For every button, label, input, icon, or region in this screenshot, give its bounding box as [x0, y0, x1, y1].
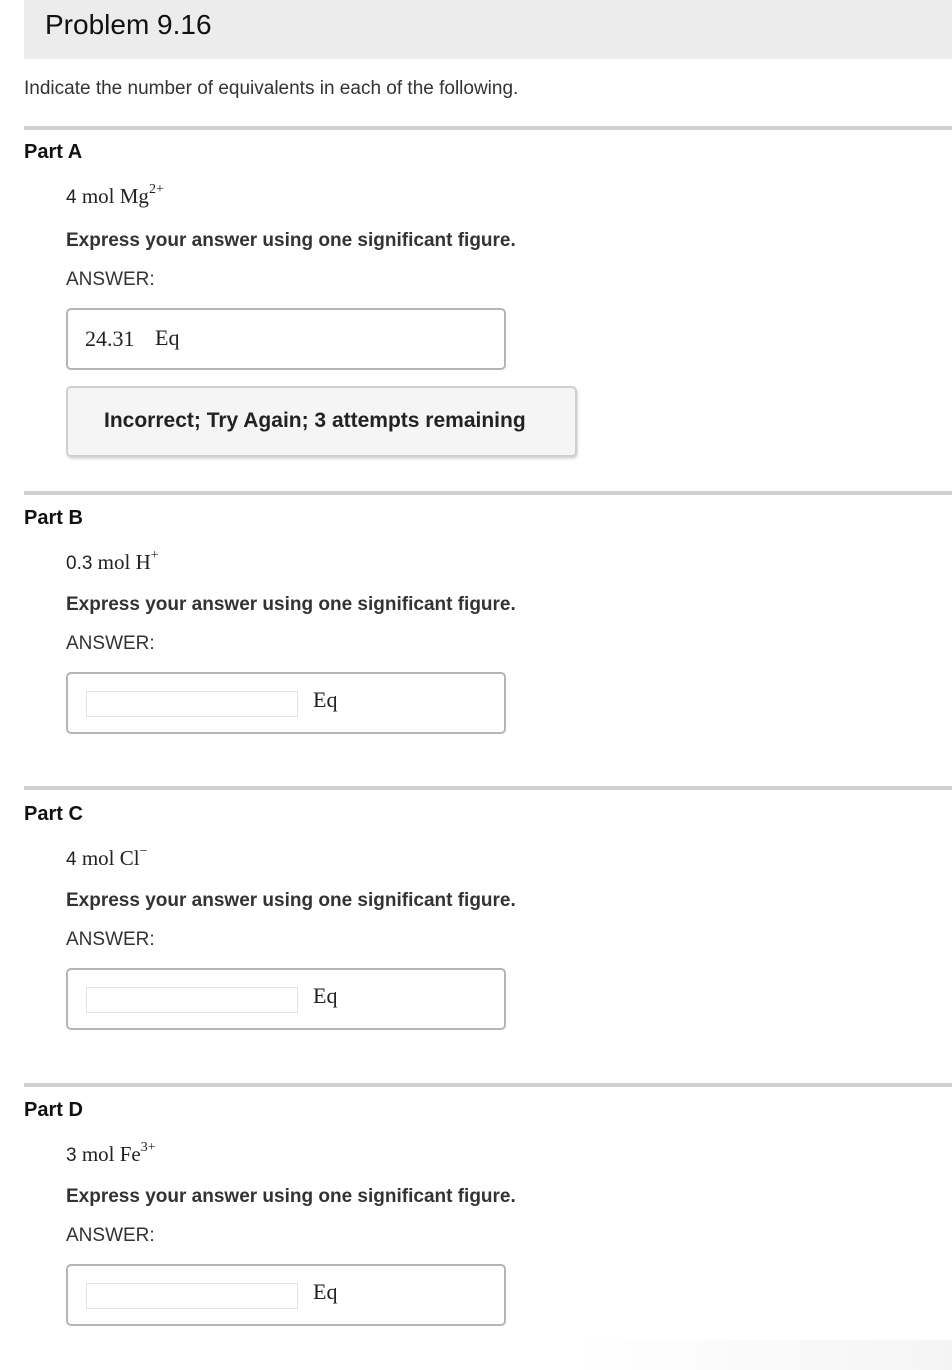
part-c-answer-unit: Eq [313, 983, 338, 1008]
part-a-title: Part A [24, 141, 83, 163]
part-a-species: Mg [119, 184, 149, 208]
part-c-question [66, 846, 148, 871]
part-a-unit: mol [81, 184, 115, 208]
part-a-feedback-text: Incorrect; Try Again; 3 attempts remaining [104, 409, 526, 432]
part-c-answer-box [66, 968, 506, 1030]
part-a-answer-value[interactable]: 24.31 [85, 326, 135, 351]
part-c-amount: 4 [66, 849, 77, 870]
part-a-answer-label: ANSWER: [66, 269, 155, 290]
part-c-instruction: Express your answer using one significant figure. [66, 890, 516, 911]
part-d-answer-unit: Eq [313, 1279, 338, 1304]
part-b-amount: 0.3 [66, 553, 93, 574]
part-d-title: Part D [24, 1099, 83, 1121]
part-d-question [66, 1142, 156, 1167]
part-a-answer-box[interactable] [66, 308, 506, 370]
part-b-title: Part B [24, 507, 83, 529]
part-d-answer-label: ANSWER: [66, 1225, 155, 1246]
part-a-answer-unit: Eq [155, 325, 180, 350]
part-b-divider [24, 491, 952, 495]
part-b-answer-unit: Eq [313, 687, 338, 712]
part-c-answer-input[interactable] [86, 987, 298, 1013]
part-c-title: Part C [24, 803, 83, 825]
part-d-charge: 3+ [140, 1140, 156, 1155]
part-a-charge: 2+ [148, 182, 164, 197]
problem-instructions: Indicate the number of equivalents in each of the following. [24, 78, 519, 99]
part-d-answer-input[interactable] [86, 1283, 298, 1309]
problem-header [24, 0, 952, 59]
part-b-species: H [135, 550, 151, 574]
part-a-divider [24, 126, 952, 130]
part-d-answer-box [66, 1264, 506, 1326]
part-c-divider [24, 786, 952, 790]
part-b-answer-input[interactable] [86, 691, 298, 717]
part-a-feedback [66, 386, 577, 457]
part-a-amount: 4 [66, 187, 77, 208]
page-bottom-shade [0, 1340, 952, 1370]
part-c-answer-label: ANSWER: [66, 929, 155, 950]
part-c-unit: mol [81, 846, 115, 870]
part-a-question [66, 184, 164, 209]
part-b-instruction: Express your answer using one significant figure. [66, 594, 516, 615]
part-b-question [66, 550, 159, 575]
problem-title: Problem 9.16 [45, 9, 212, 40]
part-b-answer-box [66, 672, 506, 734]
part-c-charge: − [139, 844, 148, 859]
part-a-instruction: Express your answer using one significant figure. [66, 230, 516, 251]
part-d-species: Fe [119, 1142, 141, 1166]
part-d-instruction: Express your answer using one significant figure. [66, 1186, 516, 1207]
part-d-amount: 3 [66, 1145, 77, 1166]
part-b-charge: + [150, 548, 159, 563]
part-b-unit: mol [97, 550, 131, 574]
part-c-species: Cl [119, 846, 140, 870]
part-d-divider [24, 1083, 952, 1087]
part-d-unit: mol [81, 1142, 115, 1166]
part-b-answer-label: ANSWER: [66, 633, 155, 654]
